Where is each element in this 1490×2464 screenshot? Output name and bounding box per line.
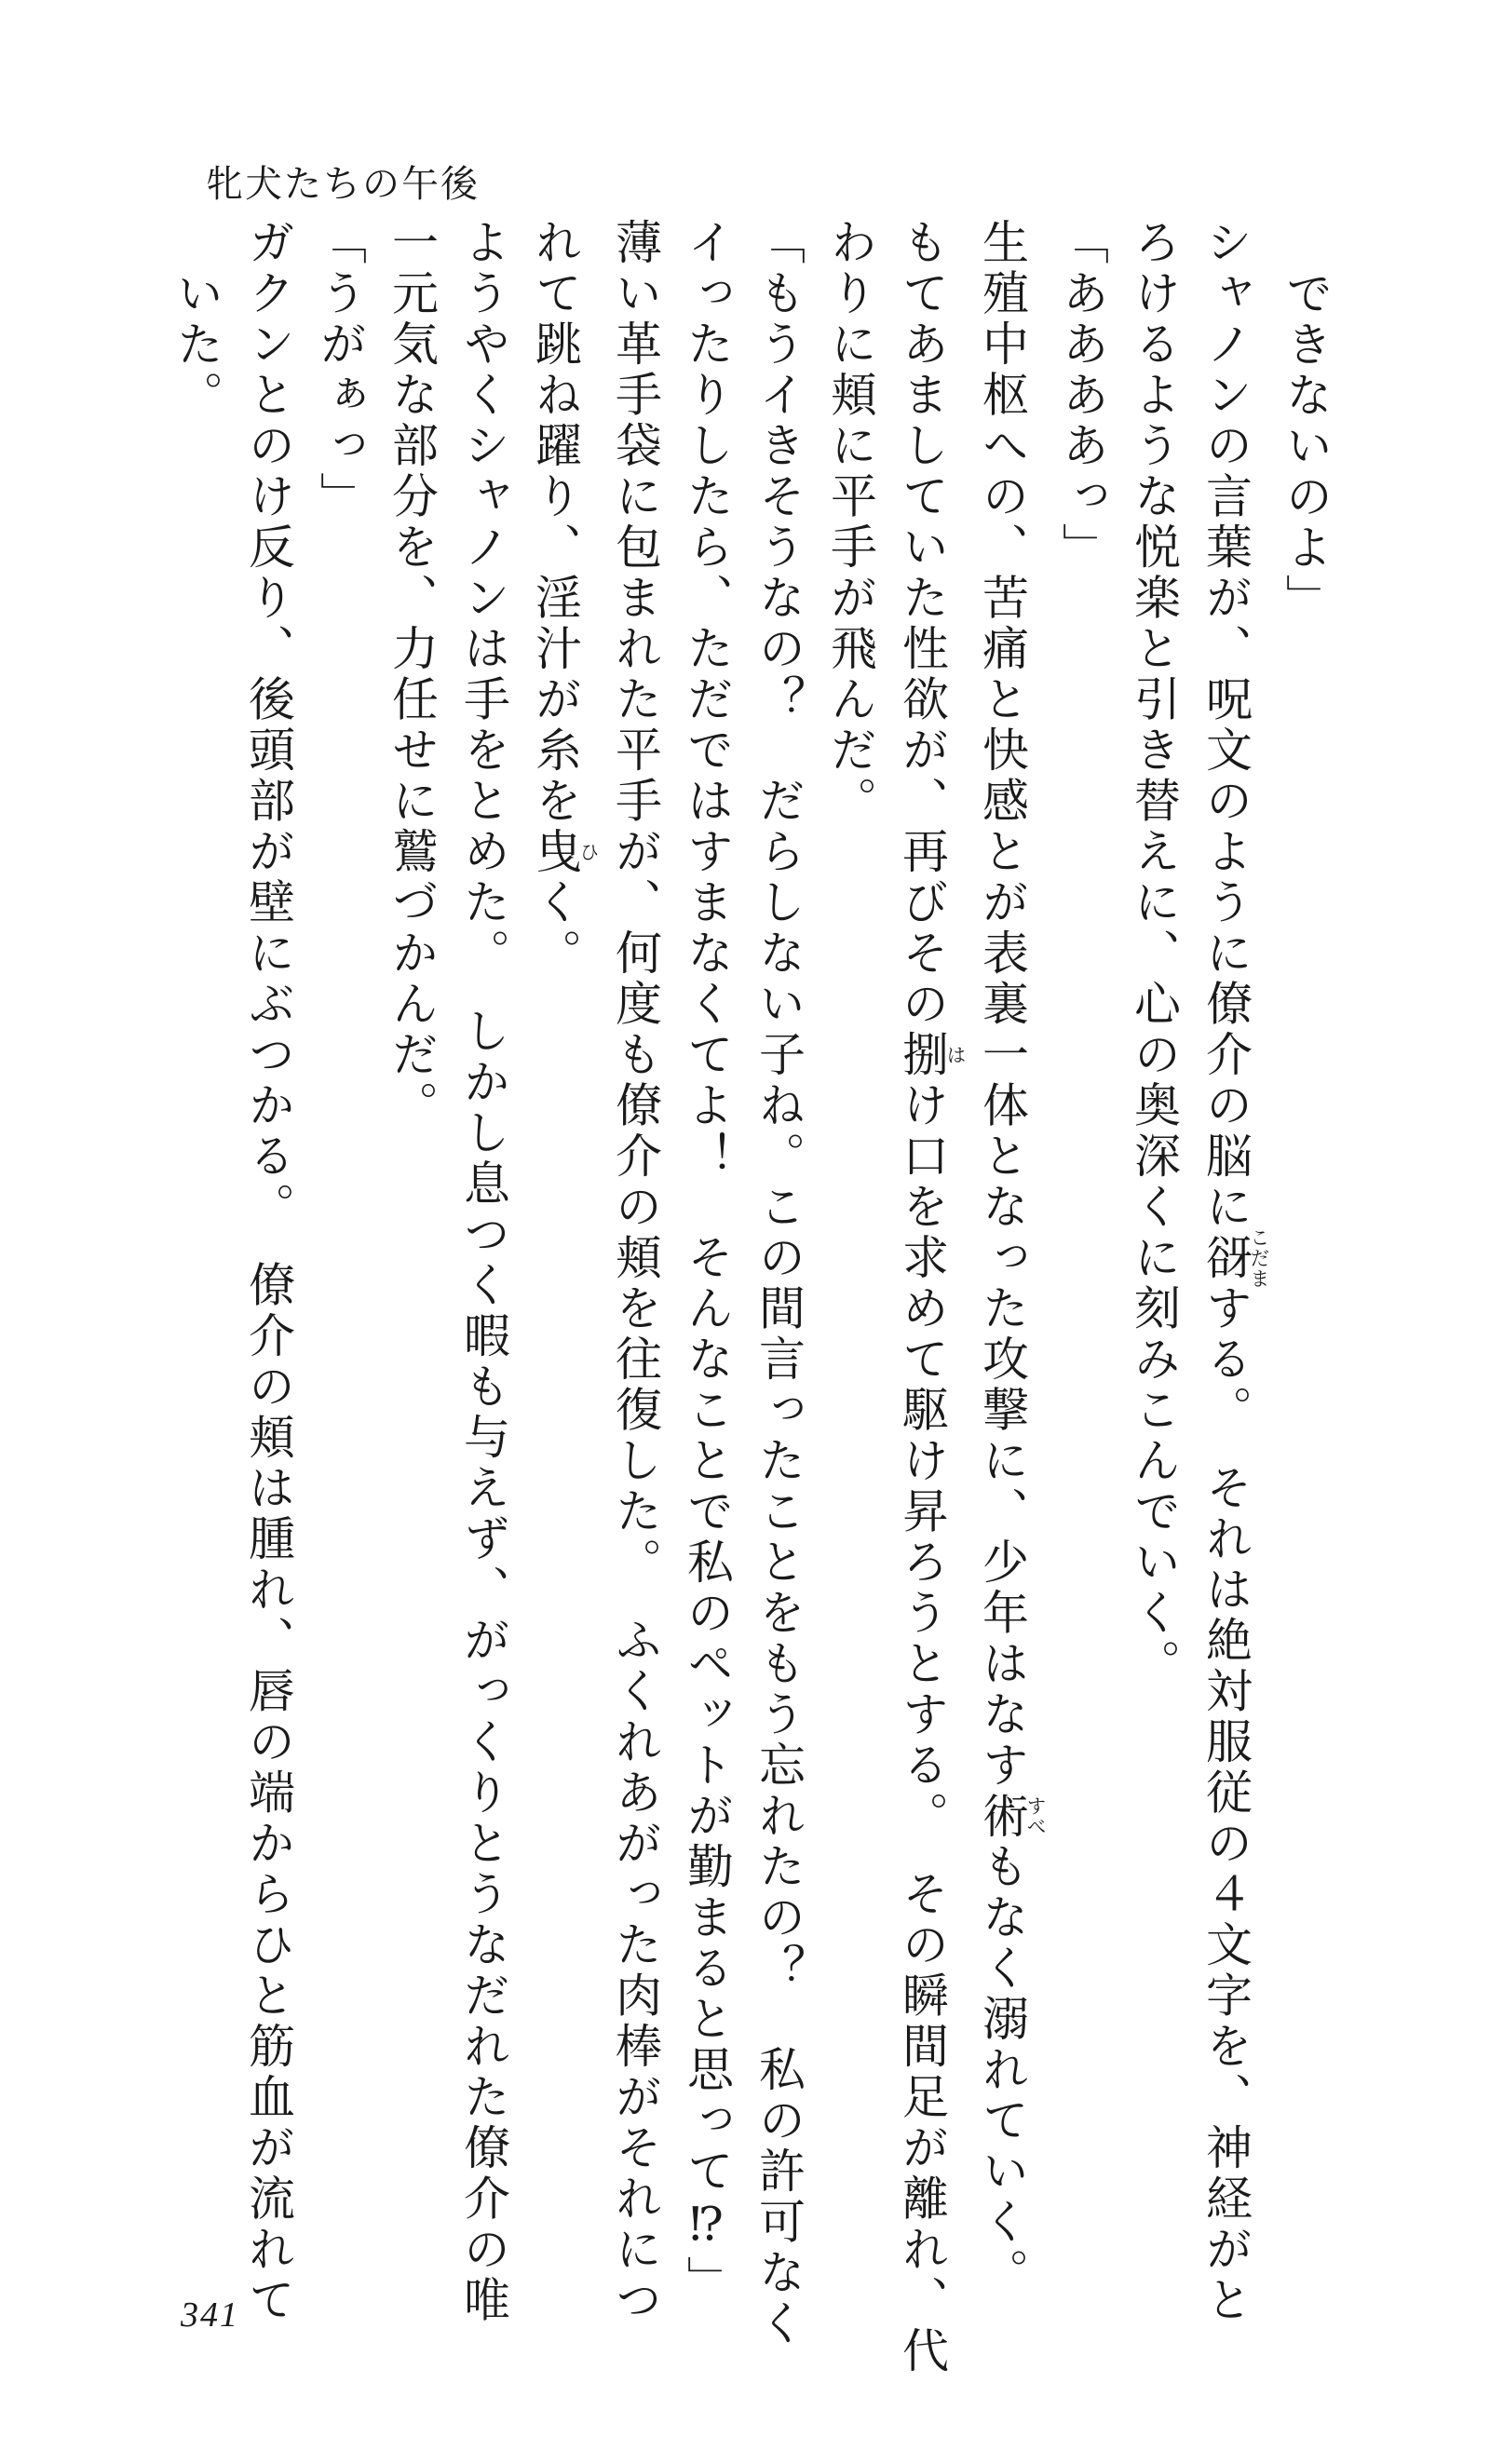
ruby-annotated-kanji: 曳ひ — [529, 827, 600, 878]
text-column: もてあましていた性欲が、再びその捌はけ口を求めて駆け昇ろうとする。 その瞬間足が離れ、代 — [896, 218, 967, 2377]
text-column: ようやくシャノンは手をとめた。 しかし息つく暇も与えず、がっくりとうなだれた僚介の唯 — [457, 218, 509, 2326]
page-number: 341 — [181, 2295, 239, 2335]
text-column: 「もうイきそうなの？ だらしない子ね。この間言ったことをもう忘れたの？ 私の許可なく — [752, 218, 805, 2349]
text-column: シャノンの言葉が、呪文のように僚介の脳に谺こだまする。 それは絶対服従の４文字を、神経がと — [1199, 218, 1270, 2326]
ruby-annotated-kanji: 谺こだま — [1199, 1227, 1270, 1290]
text-column: 「うがぁっ」 — [314, 218, 366, 522]
ruby-annotated-kanji: 捌は — [896, 1030, 967, 1081]
text-column: 薄い革手袋に包まれた平手が、何度も僚介の頬を往復した。 ふくれあがった肉棒がそれにつ — [609, 218, 661, 2326]
text-column: できないのよ」 — [1280, 269, 1332, 625]
text-column: イったりしたら、ただではすまなくてよ！ そんなことで私のペットが勤まると思って⁉」 — [681, 218, 733, 2307]
text-column: 「ああああっ」 — [1056, 218, 1108, 574]
text-column: 生殖中枢への、苦痛と快感とが表裏一体となった攻撃に、少年はなす術すべもなく溺れていく。 — [976, 218, 1047, 2299]
ruby-annotated-kanji: 術すべ — [976, 1791, 1047, 1842]
text-column: ガクンとのけ反り、後頭部が壁にぶつかる。 僚介の頬は腫れ、唇の端からひと筋血が流れて — [242, 218, 294, 2326]
text-column: ろけるような悦楽と引き替えに、心の奥深くに刻みこんでいく。 — [1128, 218, 1180, 1690]
running-header: 牝犬たちの午後 — [206, 163, 480, 205]
text-column: いた。 — [170, 269, 223, 422]
text-column: れて跳ね躍り、淫汁が糸を曳ひく。 — [529, 218, 600, 980]
text-column: 一元気な部分を、力任せに鷲づかんだ。 — [386, 218, 438, 1131]
text-column: わりに頬に平手が飛んだ。 — [824, 218, 876, 827]
body-text — [160, 218, 1341, 2416]
